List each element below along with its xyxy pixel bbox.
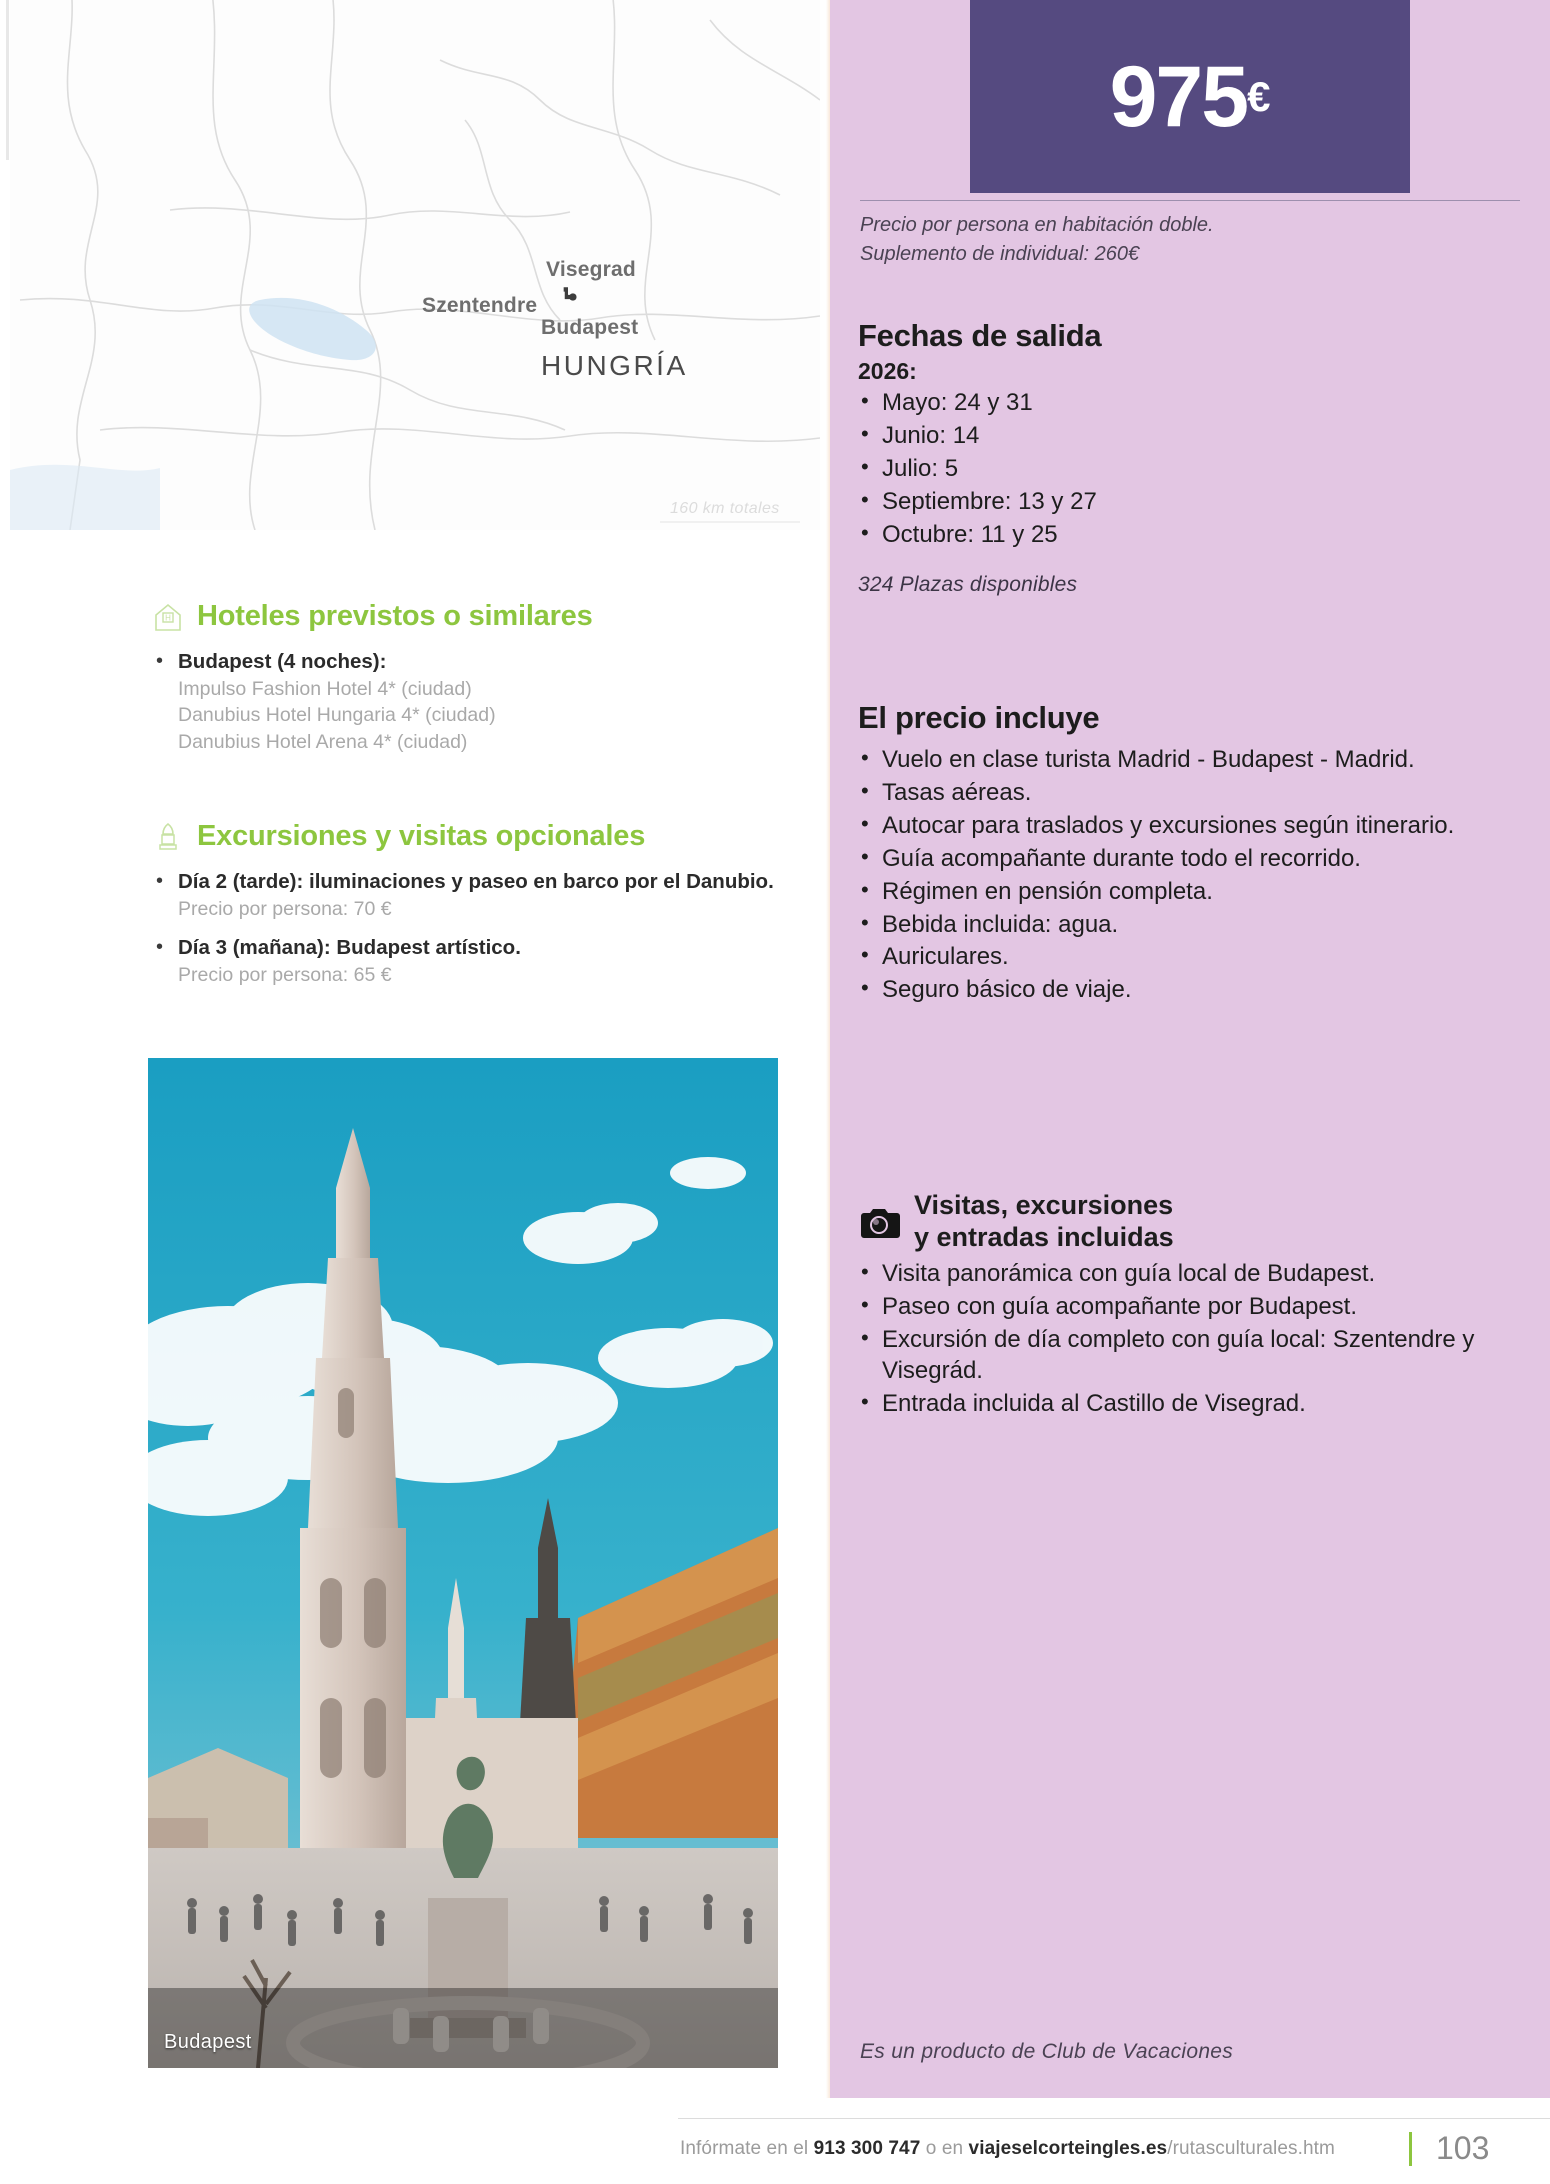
list-item: • Excursión de día completo con guía local: Szentendre y Visegrád. [858,1324,1498,1388]
hotel-building-icon [152,601,184,633]
footer-middle: o en [920,2138,969,2159]
price-note-line2: Suplemento de individual: 260€ [860,243,1140,265]
price-amount: 975 [1109,48,1248,145]
price-note [860,200,1520,269]
list-item: • Auriculares. [858,941,1498,973]
departures-section [858,318,1498,597]
excursions-heading [152,820,792,853]
price-banner [970,0,1410,193]
list-item [152,648,792,756]
list-item: • Octubre: 11 y 25 [858,519,1498,551]
list-item: • Vuelo en clase turista Madrid - Budapest - Madrid. [858,744,1498,776]
list-item: • Mayo: 24 y 31 [858,387,1498,419]
includes-list [858,744,1498,1006]
price-currency: € [1247,72,1271,120]
list-item: • Paseo con guía acompañante por Budapest. [858,1291,1498,1323]
page-number: 103 [1436,2130,1490,2166]
footer-prefix: Infórmate en el [680,2138,814,2159]
hotel-name: Impulso Fashion Hotel 4* (ciudad) [178,677,472,700]
list-item: • Seguro básico de viaje. [858,974,1498,1006]
footer-phone[interactable]: 913 300 747 [813,2138,921,2159]
list-item: • Régimen en pensión completa. [858,876,1498,908]
list-item: • Julio: 5 [858,453,1498,485]
destination-photo [148,1058,778,2068]
visits-heading [858,1190,1498,1254]
excursions-title: Excursiones y visitas opcionales [197,820,646,852]
club-note: Es un producto de Club de Vacaciones [860,2040,1234,2063]
excursion-title: • Día 3 (mañana): Budapest artístico. [178,936,521,960]
hotel-city: • Budapest (4 noches): [178,650,387,673]
right-panel [830,0,1550,2098]
map-label-country: HUNGRÍA [541,350,688,381]
list-item: • Visita panorámica con guía local de Budapest. [858,1258,1498,1290]
hotel-name: Danubius Hotel Hungaria 4* (ciudad) [178,704,496,727]
map-label-szentendre: Szentendre [422,294,538,317]
route-marker-icon [555,284,581,310]
visits-list [858,1258,1498,1421]
hotel-name: Danubius Hotel Arena 4* (ciudad) [178,731,468,754]
photo-illustration [148,1058,778,2068]
camera-icon [858,1205,900,1239]
list-item: • Guía acompañante durante todo el recorrido. [858,843,1498,875]
departures-year: 2026: [858,358,917,384]
list-item [152,934,792,988]
visits-title [914,1190,1174,1254]
hotels-list [152,648,792,756]
photo-caption: Budapest [164,2031,252,2053]
list-item: • Entrada incluida al Castillo de Visegrad. [858,1388,1498,1420]
hotels-heading [152,600,792,633]
list-item: • Tasas aéreas. [858,777,1498,809]
map-label-visegrad: Visegrad [546,258,636,281]
map-total-distance: 160 km totales [670,500,780,517]
footer-path[interactable]: /rutasculturales.htm [1167,2138,1335,2159]
available-seats: 324 Plazas disponibles [858,572,1078,596]
hotels-title: Hoteles previstos o similares [197,600,593,632]
includes-title: El precio incluye [858,700,1100,735]
optional-excursions-section [152,820,792,993]
list-item: • Bebida incluida: agua. [858,909,1498,941]
footer-contact [680,2138,1335,2160]
list-item [152,868,792,922]
list-item: • Autocar para traslados y excursiones según itinerario. [858,810,1498,842]
page-footer [0,2118,1550,2184]
excursions-list [152,868,792,989]
price-includes-section [858,700,1498,1007]
list-item: • Septiembre: 13 y 27 [858,486,1498,518]
departures-title: Fechas de salida [858,318,1102,353]
excursion-price: Precio por persona: 65 € [178,964,392,987]
excursion-title: • Día 2 (tarde): iluminaciones y paseo en barco por el Danubio. [178,870,774,893]
visits-title-line2: y entradas incluidas [914,1221,1174,1252]
map-label-budapest: Budapest [541,316,639,339]
svg-text:H: H [165,613,171,622]
route-map [10,0,820,530]
footer-separator [1409,2132,1412,2166]
visits-title-line1: Visitas, excursiones [914,1190,1174,1220]
monument-icon [152,821,184,853]
list-item: • Junio: 14 [858,420,1498,452]
footer-site[interactable]: viajeselcorteingles.es [968,2138,1168,2159]
footer-rule [678,2118,1550,2119]
departure-dates-list [858,387,1498,551]
visits-included-section [858,1190,1498,1421]
map-graphic [10,0,820,530]
hotels-section [152,600,792,760]
excursion-price: Precio por persona: 70 € [178,897,392,920]
price-note-line1: Precio por persona en habitación doble. [860,214,1214,236]
